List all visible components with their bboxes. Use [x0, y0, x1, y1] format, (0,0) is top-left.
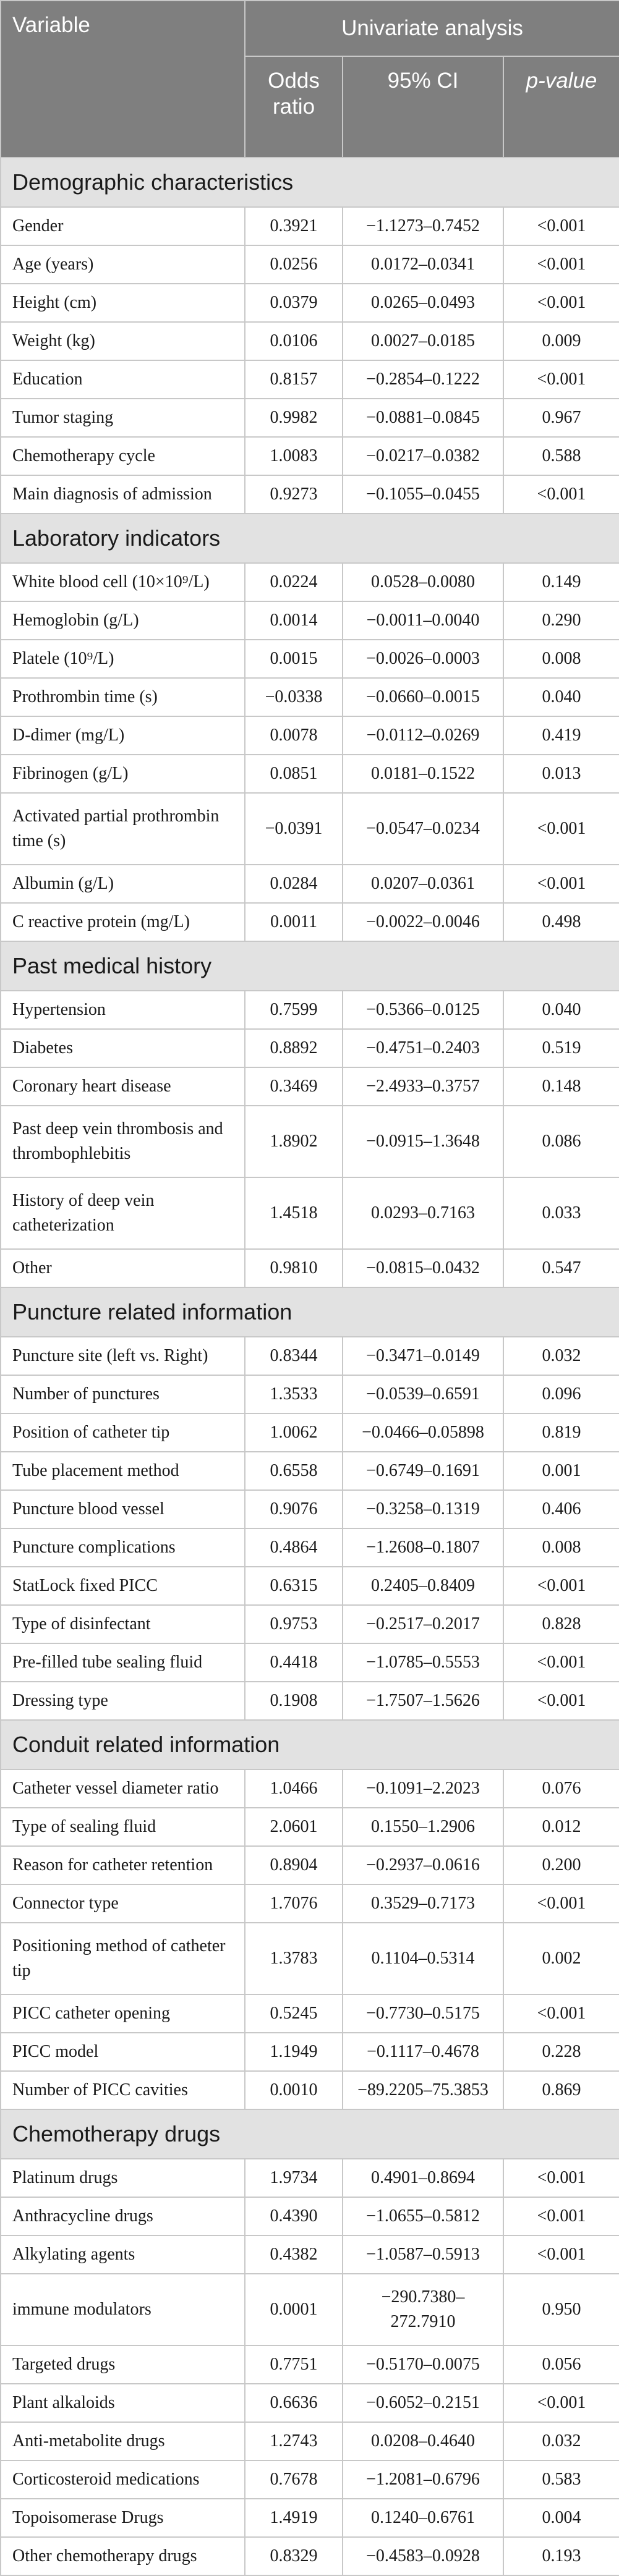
- p-value-cell: 0.008: [503, 640, 619, 678]
- p-value-cell: <0.001: [503, 2384, 619, 2422]
- variable-name-cell: Puncture site (left vs. Right): [1, 1337, 245, 1375]
- p-value-cell: 0.193: [503, 2537, 619, 2575]
- p-value-cell: <0.001: [503, 2197, 619, 2235]
- p-value-cell: 0.056: [503, 2345, 619, 2384]
- odds-ratio-cell: 1.3783: [245, 1923, 343, 1994]
- odds-ratio-cell: 1.9734: [245, 2159, 343, 2197]
- variable-name-cell: Dressing type: [1, 1682, 245, 1720]
- p-value-cell: 0.096: [503, 1375, 619, 1413]
- table-row: [1, 284, 619, 322]
- confidence-interval-cell: −0.2937–0.0616: [343, 1846, 503, 1884]
- confidence-interval-cell: −0.0026–0.0003: [343, 640, 503, 678]
- odds-ratio-cell: 0.1908: [245, 1682, 343, 1720]
- section-title: Demographic characteristics: [1, 158, 619, 207]
- p-value-cell: 0.040: [503, 991, 619, 1029]
- odds-ratio-cell: 0.0224: [245, 563, 343, 601]
- variable-name-cell: Puncture complications: [1, 1528, 245, 1567]
- variable-name-cell: Topoisomerase Drugs: [1, 2499, 245, 2537]
- confidence-interval-cell: −0.6749–0.1691: [343, 1452, 503, 1490]
- table-row: [1, 2274, 619, 2345]
- table-row: [1, 1067, 619, 1106]
- table-row: [1, 2499, 619, 2537]
- p-value-cell: 0.200: [503, 1846, 619, 1884]
- variable-name-cell: Education: [1, 360, 245, 399]
- odds-ratio-cell: 1.3533: [245, 1375, 343, 1413]
- confidence-interval-cell: −0.2517–0.2017: [343, 1605, 503, 1643]
- variable-name-cell: C reactive protein (mg/L): [1, 903, 245, 941]
- odds-ratio-cell: 1.7076: [245, 1884, 343, 1923]
- confidence-interval-cell: −0.0881–0.0845: [343, 399, 503, 437]
- table-row: [1, 322, 619, 360]
- p-value-cell: 0.819: [503, 1413, 619, 1452]
- odds-ratio-cell: 0.8892: [245, 1029, 343, 1067]
- p-value-cell: 0.583: [503, 2460, 619, 2499]
- section-header: [1, 514, 619, 563]
- confidence-interval-cell: −0.0217–0.0382: [343, 437, 503, 475]
- table-row: [1, 245, 619, 284]
- table-row: [1, 678, 619, 716]
- p-value-cell: 0.967: [503, 399, 619, 437]
- p-value-cell: <0.001: [503, 360, 619, 399]
- confidence-interval-cell: 0.0293–0.7163: [343, 1177, 503, 1249]
- p-value-cell: 0.419: [503, 716, 619, 755]
- p-value-cell: <0.001: [503, 1884, 619, 1923]
- p-value-cell: <0.001: [503, 284, 619, 322]
- variable-name-cell: Gender: [1, 207, 245, 245]
- p-value-cell: 0.869: [503, 2071, 619, 2109]
- variable-name-cell: Diabetes: [1, 1029, 245, 1067]
- odds-ratio-cell: 0.7751: [245, 2345, 343, 2384]
- odds-ratio-cell: 1.4919: [245, 2499, 343, 2537]
- table-row: [1, 991, 619, 1029]
- table-row: [1, 1029, 619, 1067]
- table-row: [1, 2235, 619, 2274]
- variable-name-cell: Fibrinogen (g/L): [1, 755, 245, 793]
- odds-ratio-cell: 1.8902: [245, 1106, 343, 1177]
- odds-ratio-cell: 0.6558: [245, 1452, 343, 1490]
- table-row: [1, 601, 619, 640]
- table-row: [1, 2422, 619, 2460]
- table-row: [1, 1375, 619, 1413]
- variable-name-cell: Position of catheter tip: [1, 1413, 245, 1452]
- table-row: [1, 716, 619, 755]
- confidence-interval-cell: −0.3258–0.1319: [343, 1490, 503, 1528]
- confidence-interval-cell: 0.0181–0.1522: [343, 755, 503, 793]
- table-row: [1, 1490, 619, 1528]
- odds-ratio-cell: 0.0015: [245, 640, 343, 678]
- confidence-interval-cell: −1.0785–0.5553: [343, 1643, 503, 1682]
- table-row: [1, 903, 619, 941]
- odds-ratio-cell: 0.6315: [245, 1567, 343, 1605]
- p-value-cell: 0.519: [503, 1029, 619, 1067]
- variable-name-cell: Height (cm): [1, 284, 245, 322]
- variable-name-cell: Positioning method of catheter tip: [1, 1923, 245, 1994]
- confidence-interval-cell: 0.4901–0.8694: [343, 2159, 503, 2197]
- odds-ratio-cell: 0.7678: [245, 2460, 343, 2499]
- p-value-cell: 0.588: [503, 437, 619, 475]
- confidence-interval-cell: 0.1550–1.2906: [343, 1808, 503, 1846]
- p-value-cell: 0.828: [503, 1605, 619, 1643]
- p-value-cell: 0.148: [503, 1067, 619, 1106]
- header-odds-ratio: Odds ratio: [245, 56, 343, 158]
- variable-name-cell: Puncture blood vessel: [1, 1490, 245, 1528]
- table-row: [1, 1567, 619, 1605]
- header-95-ci: 95% CI: [343, 56, 503, 158]
- confidence-interval-cell: −1.7507–1.5626: [343, 1682, 503, 1720]
- variable-name-cell: Activated partial prothrombin time (s): [1, 793, 245, 865]
- p-value-cell: <0.001: [503, 1643, 619, 1682]
- section-title: Chemotherapy drugs: [1, 2109, 619, 2159]
- confidence-interval-cell: −0.0011–0.0040: [343, 601, 503, 640]
- p-value-cell: 0.032: [503, 1337, 619, 1375]
- variable-name-cell: White blood cell (10×10⁹/L): [1, 563, 245, 601]
- odds-ratio-cell: 1.4518: [245, 1177, 343, 1249]
- table-row: [1, 437, 619, 475]
- p-value-cell: 0.290: [503, 601, 619, 640]
- confidence-interval-cell: 0.1240–0.6761: [343, 2499, 503, 2537]
- variable-name-cell: D-dimer (mg/L): [1, 716, 245, 755]
- odds-ratio-cell: 0.7599: [245, 991, 343, 1029]
- confidence-interval-cell: −0.1091–2.2023: [343, 1769, 503, 1808]
- table-row: [1, 1452, 619, 1490]
- p-value-cell: 0.001: [503, 1452, 619, 1490]
- p-value-cell: 0.406: [503, 1490, 619, 1528]
- odds-ratio-cell: 0.8904: [245, 1846, 343, 1884]
- p-value-cell: <0.001: [503, 865, 619, 903]
- variable-name-cell: Type of sealing fluid: [1, 1808, 245, 1846]
- variable-name-cell: Platinum drugs: [1, 2159, 245, 2197]
- odds-ratio-cell: 0.8157: [245, 360, 343, 399]
- table-row: [1, 1605, 619, 1643]
- confidence-interval-cell: −1.0655–0.5812: [343, 2197, 503, 2235]
- variable-name-cell: Platele (10⁹/L): [1, 640, 245, 678]
- table-row: [1, 207, 619, 245]
- variable-name-cell: Tumor staging: [1, 399, 245, 437]
- section-title: Laboratory indicators: [1, 514, 619, 563]
- p-value-cell: <0.001: [503, 207, 619, 245]
- odds-ratio-cell: 0.0010: [245, 2071, 343, 2109]
- table-row: [1, 2537, 619, 2575]
- variable-name-cell: Albumin (g/L): [1, 865, 245, 903]
- confidence-interval-cell: −0.0022–0.0046: [343, 903, 503, 941]
- table-row: [1, 1177, 619, 1249]
- variable-name-cell: Past deep vein thrombosis and thrombophlebitis: [1, 1106, 245, 1177]
- variable-name-cell: Targeted drugs: [1, 2345, 245, 2384]
- odds-ratio-cell: 1.1949: [245, 2033, 343, 2071]
- confidence-interval-cell: 0.1104–0.5314: [343, 1923, 503, 1994]
- odds-ratio-cell: 0.9076: [245, 1490, 343, 1528]
- confidence-interval-cell: −0.0466–0.05898: [343, 1413, 503, 1452]
- p-value-cell: <0.001: [503, 475, 619, 514]
- confidence-interval-cell: −1.2081–0.6796: [343, 2460, 503, 2499]
- section-header: [1, 158, 619, 207]
- odds-ratio-cell: 0.9810: [245, 1249, 343, 1287]
- table-row: [1, 2345, 619, 2384]
- table-row: [1, 399, 619, 437]
- variable-name-cell: Connector type: [1, 1884, 245, 1923]
- table-row: [1, 2460, 619, 2499]
- odds-ratio-cell: 0.4390: [245, 2197, 343, 2235]
- variable-name-cell: Pre-filled tube sealing fluid: [1, 1643, 245, 1682]
- variable-name-cell: Prothrombin time (s): [1, 678, 245, 716]
- table-row: [1, 1846, 619, 1884]
- confidence-interval-cell: −1.0587–0.5913: [343, 2235, 503, 2274]
- variable-name-cell: Type of disinfectant: [1, 1605, 245, 1643]
- confidence-interval-cell: −0.0915–1.3648: [343, 1106, 503, 1177]
- odds-ratio-cell: 0.0106: [245, 322, 343, 360]
- table-row: [1, 755, 619, 793]
- p-value-cell: <0.001: [503, 1567, 619, 1605]
- p-value-cell: 0.149: [503, 563, 619, 601]
- odds-ratio-cell: 1.0466: [245, 1769, 343, 1808]
- variable-name-cell: Main diagnosis of admission: [1, 475, 245, 514]
- odds-ratio-cell: 2.0601: [245, 1808, 343, 1846]
- confidence-interval-cell: −0.6052–0.2151: [343, 2384, 503, 2422]
- variable-name-cell: Coronary heart disease: [1, 1067, 245, 1106]
- table-row: [1, 1337, 619, 1375]
- odds-ratio-cell: 0.0078: [245, 716, 343, 755]
- section-header: [1, 2109, 619, 2159]
- table-row: [1, 2033, 619, 2071]
- confidence-interval-cell: 0.0172–0.0341: [343, 245, 503, 284]
- confidence-interval-cell: 0.0528–0.0080: [343, 563, 503, 601]
- p-value-cell: 0.228: [503, 2033, 619, 2071]
- table-row: [1, 1528, 619, 1567]
- table-row: [1, 475, 619, 514]
- confidence-interval-cell: 0.0208–0.4640: [343, 2422, 503, 2460]
- odds-ratio-cell: 0.5245: [245, 1994, 343, 2033]
- confidence-interval-cell: 0.3529–0.7173: [343, 1884, 503, 1923]
- variable-name-cell: Anti-metabolite drugs: [1, 2422, 245, 2460]
- confidence-interval-cell: −1.1273–0.7452: [343, 207, 503, 245]
- section-title: Puncture related information: [1, 1287, 619, 1337]
- table-row: [1, 1413, 619, 1452]
- table-row: [1, 1106, 619, 1177]
- odds-ratio-cell: 0.9982: [245, 399, 343, 437]
- p-value-cell: 0.012: [503, 1808, 619, 1846]
- p-value-cell: 0.002: [503, 1923, 619, 1994]
- variable-name-cell: Tube placement method: [1, 1452, 245, 1490]
- table-row: [1, 360, 619, 399]
- p-value-cell: 0.076: [503, 1769, 619, 1808]
- confidence-interval-cell: −0.2854–0.1222: [343, 360, 503, 399]
- variable-name-cell: Corticosteroid medications: [1, 2460, 245, 2499]
- p-value-cell: <0.001: [503, 2159, 619, 2197]
- table-row: [1, 1808, 619, 1846]
- confidence-interval-cell: −0.1117–0.4678: [343, 2033, 503, 2071]
- variable-name-cell: Other: [1, 1249, 245, 1287]
- odds-ratio-cell: −0.0391: [245, 793, 343, 865]
- header-p-value: p-value: [503, 56, 619, 158]
- variable-name-cell: Reason for catheter retention: [1, 1846, 245, 1884]
- variable-name-cell: Hemoglobin (g/L): [1, 601, 245, 640]
- p-value-cell: <0.001: [503, 2235, 619, 2274]
- confidence-interval-cell: 0.0027–0.0185: [343, 322, 503, 360]
- confidence-interval-cell: −0.4751–0.2403: [343, 1029, 503, 1067]
- odds-ratio-cell: 1.2743: [245, 2422, 343, 2460]
- section-title: Conduit related information: [1, 1720, 619, 1769]
- variable-name-cell: Hypertension: [1, 991, 245, 1029]
- confidence-interval-cell: −2.4933–0.3757: [343, 1067, 503, 1106]
- confidence-interval-cell: 0.0207–0.0361: [343, 865, 503, 903]
- p-value-cell: 0.547: [503, 1249, 619, 1287]
- odds-ratio-cell: 1.0083: [245, 437, 343, 475]
- section-header: [1, 1287, 619, 1337]
- odds-ratio-cell: −0.0338: [245, 678, 343, 716]
- variable-name-cell: PICC model: [1, 2033, 245, 2071]
- table-row: [1, 2384, 619, 2422]
- confidence-interval-cell: −0.0539–0.6591: [343, 1375, 503, 1413]
- confidence-interval-cell: −0.3471–0.0149: [343, 1337, 503, 1375]
- odds-ratio-cell: 0.8329: [245, 2537, 343, 2575]
- confidence-interval-cell: −1.2608–0.1807: [343, 1528, 503, 1567]
- p-value-cell: <0.001: [503, 1994, 619, 2033]
- variable-name-cell: Anthracycline drugs: [1, 2197, 245, 2235]
- confidence-interval-cell: −0.7730–0.5175: [343, 1994, 503, 2033]
- table-row: [1, 2159, 619, 2197]
- header-variable: Variable: [1, 1, 245, 158]
- confidence-interval-cell: −0.0815–0.0432: [343, 1249, 503, 1287]
- table-row: [1, 640, 619, 678]
- p-value-cell: 0.033: [503, 1177, 619, 1249]
- confidence-interval-cell: −0.4583–0.0928: [343, 2537, 503, 2575]
- table-row: [1, 865, 619, 903]
- table-row: [1, 1994, 619, 2033]
- confidence-interval-cell: −0.1055–0.0455: [343, 475, 503, 514]
- odds-ratio-cell: 0.0011: [245, 903, 343, 941]
- table-row: [1, 563, 619, 601]
- confidence-interval-cell: 0.0265–0.0493: [343, 284, 503, 322]
- variable-name-cell: PICC catheter opening: [1, 1994, 245, 2033]
- p-value-cell: 0.498: [503, 903, 619, 941]
- odds-ratio-cell: 0.9753: [245, 1605, 343, 1643]
- table-row: [1, 1249, 619, 1287]
- p-value-cell: <0.001: [503, 245, 619, 284]
- odds-ratio-cell: 0.4382: [245, 2235, 343, 2274]
- table-row: [1, 793, 619, 865]
- odds-ratio-cell: 0.9273: [245, 475, 343, 514]
- section-header: [1, 941, 619, 991]
- confidence-interval-cell: −0.0112–0.0269: [343, 716, 503, 755]
- confidence-interval-cell: −0.0660–0.0015: [343, 678, 503, 716]
- p-value-cell: 0.009: [503, 322, 619, 360]
- odds-ratio-cell: 0.4864: [245, 1528, 343, 1567]
- confidence-interval-cell: −0.5366–0.0125: [343, 991, 503, 1029]
- confidence-interval-cell: −89.2205–75.3853: [343, 2071, 503, 2109]
- confidence-interval-cell: 0.2405–0.8409: [343, 1567, 503, 1605]
- odds-ratio-cell: 0.0851: [245, 755, 343, 793]
- odds-ratio-cell: 0.0256: [245, 245, 343, 284]
- table-row: [1, 1643, 619, 1682]
- odds-ratio-cell: 0.0284: [245, 865, 343, 903]
- odds-ratio-cell: 1.0062: [245, 1413, 343, 1452]
- p-value-cell: <0.001: [503, 1682, 619, 1720]
- confidence-interval-cell: −290.7380– 272.7910: [343, 2274, 503, 2345]
- variable-name-cell: Alkylating agents: [1, 2235, 245, 2274]
- p-value-cell: 0.013: [503, 755, 619, 793]
- p-value-cell: 0.086: [503, 1106, 619, 1177]
- variable-name-cell: History of deep vein catheterization: [1, 1177, 245, 1249]
- variable-name-cell: Weight (kg): [1, 322, 245, 360]
- p-value-cell: 0.950: [503, 2274, 619, 2345]
- odds-ratio-cell: 0.0379: [245, 284, 343, 322]
- table-row: [1, 1884, 619, 1923]
- variable-name-cell: Age (years): [1, 245, 245, 284]
- odds-ratio-cell: 0.6636: [245, 2384, 343, 2422]
- p-value-cell: 0.008: [503, 1528, 619, 1567]
- p-value-cell: <0.001: [503, 793, 619, 865]
- odds-ratio-cell: 0.3921: [245, 207, 343, 245]
- odds-ratio-cell: 0.0001: [245, 2274, 343, 2345]
- confidence-interval-cell: −0.0547–0.0234: [343, 793, 503, 865]
- variable-name-cell: Catheter vessel diameter ratio: [1, 1769, 245, 1808]
- variable-name-cell: StatLock fixed PICC: [1, 1567, 245, 1605]
- variable-name-cell: Other chemotherapy drugs: [1, 2537, 245, 2575]
- odds-ratio-cell: 0.8344: [245, 1337, 343, 1375]
- section-header: [1, 1720, 619, 1769]
- variable-name-cell: Number of punctures: [1, 1375, 245, 1413]
- p-value-cell: 0.032: [503, 2422, 619, 2460]
- table-body: [1, 158, 619, 2575]
- header-univariate-analysis: Univariate analysis: [245, 1, 619, 56]
- variable-name-cell: Number of PICC cavities: [1, 2071, 245, 2109]
- table-row: [1, 1923, 619, 1994]
- confidence-interval-cell: −0.5170–0.0075: [343, 2345, 503, 2384]
- table-row: [1, 1682, 619, 1720]
- p-value-cell: 0.004: [503, 2499, 619, 2537]
- variable-name-cell: Plant alkaloids: [1, 2384, 245, 2422]
- table-row: [1, 2197, 619, 2235]
- odds-ratio-cell: 0.4418: [245, 1643, 343, 1682]
- odds-ratio-cell: 0.0014: [245, 601, 343, 640]
- variable-name-cell: immune modulators: [1, 2274, 245, 2345]
- variable-name-cell: Chemotherapy cycle: [1, 437, 245, 475]
- table-row: [1, 1769, 619, 1808]
- p-value-cell: 0.040: [503, 678, 619, 716]
- odds-ratio-cell: 0.3469: [245, 1067, 343, 1106]
- table-row: [1, 2071, 619, 2109]
- table-header: [1, 1, 619, 158]
- section-title: Past medical history: [1, 941, 619, 991]
